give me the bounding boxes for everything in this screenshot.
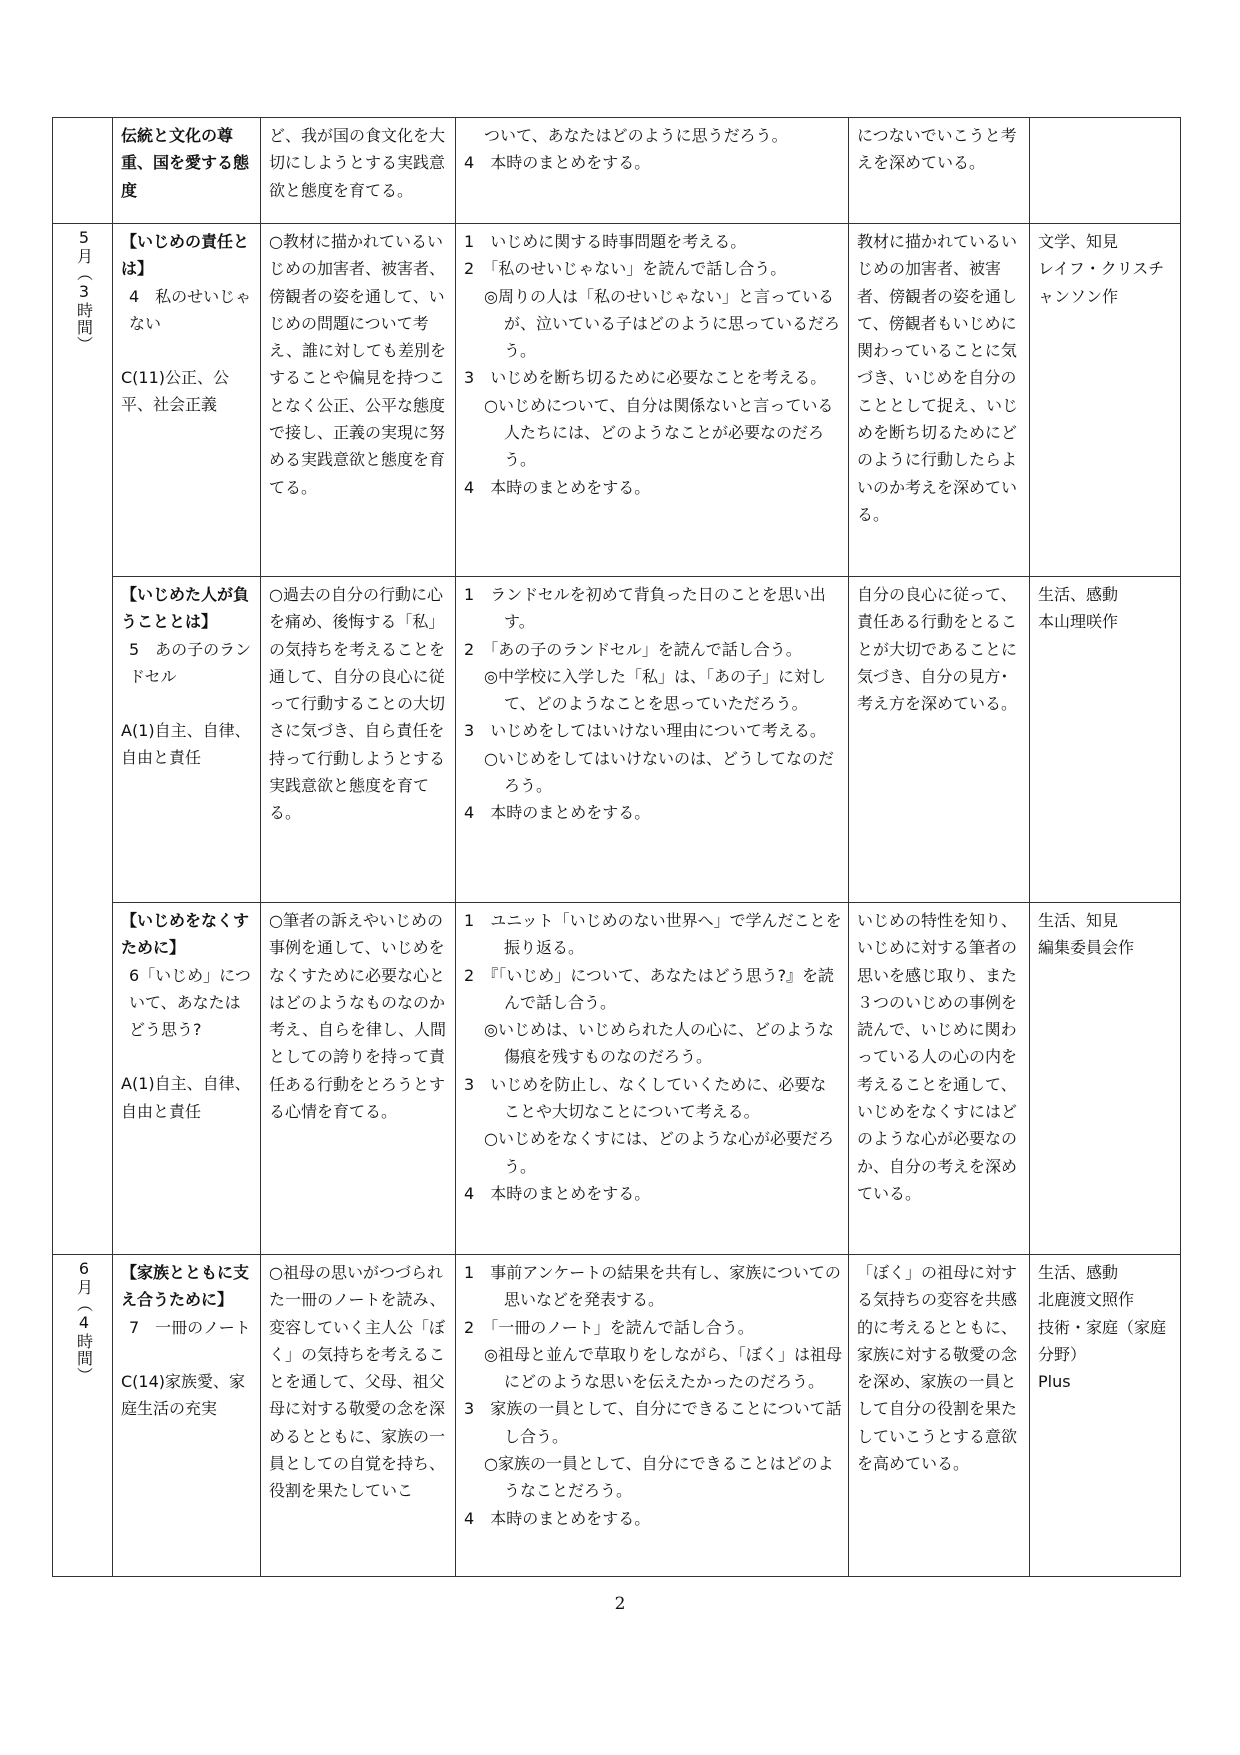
notes-cell [1030,224,1181,577]
unit-theme: 5 あの子のランドセル [129,639,252,686]
unit-value: A(1)自主、自律、自由と責任 [121,1074,251,1121]
aim-cell: ○過去の自分の行動に心を痛め、後悔する「私」の気持ちを考えることを通して、自分の良心に従って行動することの大切さに気づき、自ら責任を持って行動しようとする実践意欲と態度を育てる。 [261,577,456,903]
flow-text: 周りの人は「私のせいじゃない」と言っているが、泣いている子はどのように思っているだろう。 [497,286,841,361]
lesson-plan-table [52,117,1181,1577]
month-cell [53,224,113,1255]
eval-cell: 教材に描かれているいじめの加害者、被害者、傍観者の姿を通して、傍観者もいじめに関わっていることに気づき、いじめを自分のこととして捉え、いじめを断ち切るためにどのように行動したらよいのか考えを深めている。 [849,224,1030,577]
unit-title: 【家族とともに支え合うために】 [121,1263,250,1310]
aim-cell: ○筆者の訴えやいじめの事例を通して、いじめをなくすために必要な心とはどのようなものなのか考え、自らを律し、人間としての誇りを持って責任ある行動をとろうとする心情を育てる。 [261,903,456,1255]
month-cell-empty [53,118,113,224]
flow-text: 事前アンケートの結果を共有し、家族についての思いなどを発表する。 [490,1263,841,1310]
unit-cell [113,577,261,903]
note-line: 本山理咲作 [1038,612,1119,632]
note-line: 生活、感動 [1038,1263,1119,1282]
note-line: 北鹿渡文照作 [1038,1290,1135,1310]
flow-text: 本時のまとめをする。 [490,1508,651,1528]
table-row [53,118,1181,224]
unit-value: C(11)公正、公平、社会正義 [121,368,230,415]
flow-text: 家族の一員として、自分にできることはどのようなことだろう。 [497,1454,834,1501]
unit-title: 【いじめをなくすために】 [121,911,250,958]
page-number: 2 [614,1594,626,1614]
flow-text: 本時のまとめをする。 [490,477,651,497]
eval-cell: いじめの特性を知り、いじめに対する筆者の思いを感じ取り、また３つのいじめの事例を読んで、いじめに関わっている人の心の内を考えることを通して、いじめをなくすにはどのような心が必要なのか、自分の考えを深めている。 [849,903,1030,1255]
unit-cell [113,118,261,224]
flow-cell: 1 ランドセルを初めて背負った日のことを思い出す。 2 「あの子のランドセル」を読んで話し合う。 ◎中学校に入学した「私」は、「あの子」に対して、どのようなことを思っていただろう。 3 いじめをしてはいけない理由について考える。 ○いじめをしてはいけないのは、どうしてなのだろう。 4 本時のまとめをする。 [456,577,849,903]
flow-text: ユニット「いじめのない世界へ」で学んだことを振り返る。 [490,911,842,958]
notes-cell [1030,577,1181,903]
table-row [53,1255,1181,1577]
flow-cell: 1 事前アンケートの結果を共有し、家族についての思いなどを発表する。 2 「一冊のノート」を読んで話し合う。 ◎祖母と並んで草取りをしながら、「ぼく」は祖母にどのような思いを伝えたかったのだろう。 3 家族の一員として、自分にできることについて話し合う。 ○家族の一員として、自分にできることはどのようなことだろう。 4 本時のまとめをする。 [456,1255,849,1577]
unit-theme: 7 一冊のノート [129,1317,251,1337]
flow-text: 家族の一員として、自分にできることについて話し合う。 [490,1399,842,1446]
flow-text: いじめを断ち切るために必要なことを考える。 [490,368,827,388]
flow-text: いじめについて、自分は関係ないと言っている人たちには、どのようなことが必要なのだろう。 [497,395,834,470]
unit-value: 伝統と文化の尊重、国を愛する態度 [121,126,250,200]
unit-theme: 6「いじめ」について、あなたはどう思う? [129,965,251,1040]
note-line: 技術・家庭（家庭分野） [1038,1317,1167,1364]
aim-cell: ど、我が国の食文化を大切にしようとする実践意欲と態度を育てる。 [261,118,456,224]
note-line: 編集委員会作 [1038,938,1135,958]
flow-text: 本時のまとめをする。 [490,153,651,173]
flow-text: 本時のまとめをする。 [490,803,651,823]
unit-title: 【いじめた人が負うこととは】 [121,585,250,632]
unit-value: A(1)自主、自律、自由と責任 [121,721,251,768]
table-row [53,224,1181,577]
flow-text: 本時のまとめをする。 [490,1183,651,1203]
eval-cell: 自分の良心に従って、責任ある行動をとることが大切であることに気づき、自分の見方･考え方を深めている。 [849,577,1030,903]
note-line: 生活、知見 [1038,911,1119,930]
table-row [53,577,1181,903]
unit-cell [113,224,261,577]
eval-cell: につないでいこうと考えを深めている。 [849,118,1030,224]
aim-cell: ○祖母の思いがつづられた一冊のノートを読み、変容していく主人公「ぼく」の気持ちを考えることを通して、父母、祖父母に対する敬愛の念を深めるとともに、家族の一員としての自覚を持ち、役割を果たしていこ [261,1255,456,1577]
flow-cell [456,118,849,224]
month-label: 5月（3時間） [74,228,94,353]
flow-text: 「一冊のノート」を読んで話し合う。 [490,1317,754,1337]
note-line: レイフ・クリスチャンソン作 [1038,259,1165,306]
flow-text: 「あの子のランドセル」を読んで話し合う。 [490,639,802,659]
flow-text: いじめをしてはいけないのは、どうしてなのだろう。 [497,748,834,796]
flow-text: 『「いじめ」について、あなたはどう思う?』を読んで話し合う。 [490,965,835,1012]
flow-cell: 1 ユニット「いじめのない世界へ」で学んだことを振り返る。 2 『「いじめ」について、あなたはどう思う?』を読んで話し合う。 ◎いじめは、いじめられた人の心に、どのような傷痕を残すものなのだろう。 3 いじめを防止し、なくしていくために、必要なことや大切なことについて考える。 ○いじめをなくすには、どのような心が必要だろう。 4 本時のまとめをする。 [456,903,849,1255]
month-label: 6月（4時間） [74,1259,94,1384]
table-row [53,903,1181,1255]
flow-text: ランドセルを初めて背負った日のことを思い出す。 [490,585,826,632]
unit-value: C(14)家族愛、家庭生活の充実 [121,1371,246,1419]
flow-text: 「私のせいじゃない」を読んで話し合う。 [490,259,787,279]
flow-text: いじめに関する時事問題を考える。 [490,232,747,251]
flow-mark: 4 [464,153,475,173]
eval-cell: 「ぼく」の祖母に対する気持ちの変容を共感的に考えるとともに、家族に対する敬愛の念を深め、家族の一員として自分の役割を果たしていこうとする意欲を高めている。 [849,1255,1030,1577]
flow-text: いじめをなくすには、どのような心が必要だろう。 [497,1129,834,1176]
aim-cell: ○教材に描かれているいじめの加害者、被害者、傍観者の姿を通して、いじめの問題について考え、誰に対しても差別をすることや偏見を持つことなく公正、公平な態度で接し、正義の実現に努める実践意欲と態度を育てる。 [261,224,456,577]
unit-title: 【いじめの責任とは】 [121,232,250,279]
flow-text: いじめを防止し、なくしていくために、必要なことや大切なことについて考える。 [490,1074,827,1122]
unit-cell [113,1255,261,1577]
note-line: 生活、感動 [1038,585,1119,604]
unit-theme: 4 私のせいじゃない [129,286,252,333]
month-cell [53,1255,113,1577]
flow-text: いじめは、いじめられた人の心に、どのような傷痕を残すものなのだろう。 [497,1020,834,1067]
flow-cell: 1 いじめに関する時事問題を考える。 2 「私のせいじゃない」を読んで話し合う。 ◎周りの人は「私のせいじゃない」と言っているが、泣いている子はどのように思っているだろう。 3 いじめを断ち切るために必要なことを考える。 ○いじめについて、自分は関係ないと言っている人たちには、どのようなことが必要なのだろう。 4 本時のまとめをする。 [456,224,849,577]
unit-cell [113,903,261,1255]
flow-text: 中学校に入学した「私」は、「あの子」に対して、どのようなことを思っていただろう。 [497,666,826,714]
flow-text: ついて、あなたはどのように思うだろう。 [484,126,788,145]
flow-text: いじめをしてはいけない理由について考える。 [490,721,826,741]
notes-cell [1030,118,1181,224]
flow-text: 祖母と並んで草取りをしながら、「ぼく」は祖母にどのような思いを伝えたかったのだろう。 [497,1344,842,1392]
notes-cell [1030,903,1181,1255]
note-line: 文学、知見 [1038,232,1119,251]
note-line: Plus [1038,1372,1071,1392]
notes-cell [1030,1255,1181,1577]
